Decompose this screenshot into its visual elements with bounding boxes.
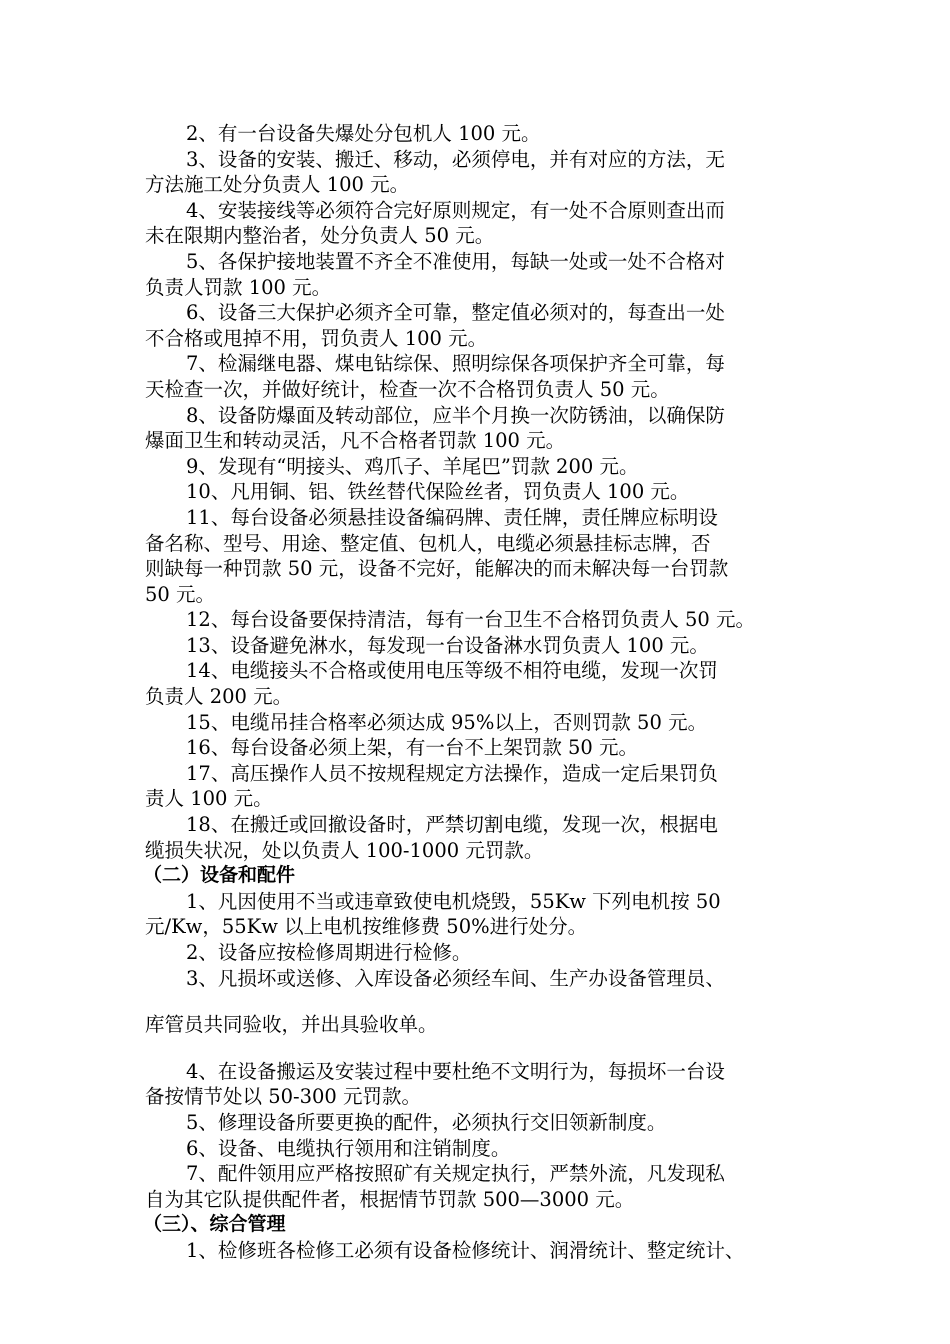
list-item (145, 351, 810, 402)
text-line: 1、凡因使用不当或违章致使电机烧毁，55Kw 下列电机按 50 (186, 889, 721, 913)
section-equipment-parts-continued (145, 1059, 810, 1213)
text-line: 14、电缆接头不合格或使用电压等级不相符电缆，发现一次罚 (186, 659, 718, 683)
list-item (145, 940, 810, 966)
text-line: 3、设备的安装、搬迁、移动，必须停电，并有对应的方法，无 (186, 147, 725, 171)
text-line: 天检查一次，并做好统计，检查一次不合格罚负责人 50 元。 (145, 377, 670, 401)
text-line: 备名称、型号、用途、整定值、包机人，电缆必须悬挂标志牌，否 (145, 531, 711, 555)
text-line: 爆面卫生和转动灵活，凡不合格者罚款 100 元。 (145, 429, 566, 453)
list-item (145, 1161, 810, 1212)
list-item (145, 1136, 810, 1162)
list-item (145, 889, 810, 940)
text-line: 则缺每一种罚款 50 元，设备不完好，能解决的而未解决每一台罚款 (145, 557, 729, 581)
list-item (145, 147, 810, 198)
text-line: 备按情节处以 50-300 元罚款。 (145, 1085, 422, 1109)
text-line: 负责人 200 元。 (145, 685, 293, 709)
text-line: 不合格或甩掉不用，罚负责人 100 元。 (145, 326, 488, 350)
text-line: 3、凡损坏或送修、入库设备必须经车间、生产办设备管理员、 (186, 966, 725, 990)
paragraph-continuation (145, 1012, 810, 1038)
list-item (145, 198, 810, 249)
list-item (145, 1110, 810, 1136)
section-general-management (145, 1238, 810, 1264)
text-line: 方法施工处分负责人 100 元。 (145, 173, 410, 197)
text-line: 2、有一台设备失爆处分包机人 100 元。 (186, 122, 541, 145)
text-line: 15、电缆吊挂合格率必须达成 95%以上，否则罚款 50 元。 (186, 710, 708, 734)
list-item (145, 607, 810, 633)
section-equipment-parts (145, 889, 810, 991)
text-line: 1、检修班各检修工必须有设备检修统计、润滑统计、整定统计、 (186, 1238, 745, 1262)
text-line: 7、配件领用应严格按照矿有关规定执行，严禁外流，凡发现私 (186, 1162, 725, 1186)
text-line: 10、凡用铜、铝、铁丝替代保险丝者，罚负责人 100 元。 (186, 480, 690, 504)
document-body (145, 121, 810, 1264)
list-item (145, 505, 810, 607)
text-line: 50 元。 (145, 582, 216, 606)
text-line: 缆损失状况，处以负责人 100-1000 元罚款。 (145, 838, 544, 862)
text-line: 元/Kw，55Kw 以上电机按维修费 50%进行处分。 (145, 915, 588, 939)
list-item (145, 658, 810, 709)
list-item (145, 710, 810, 736)
list-item (145, 403, 810, 454)
text-line: 库管员共同验收，并出具验收单。 (145, 1013, 438, 1037)
text-line: 2、设备应按检修周期进行检修。 (186, 941, 472, 964)
paragraph-gap (145, 991, 810, 1012)
text-line: 8、设备防爆面及转动部位，应半个月换一次防锈油，以确保防 (186, 403, 725, 427)
text-line: 16、每台设备必须上架，有一台不上架罚款 50 元。 (186, 736, 639, 760)
text-line: 负责人罚款 100 元。 (145, 275, 332, 299)
text-line: 17、高压操作人员不按规程规定方法操作，造成一定后果罚负 (186, 761, 718, 785)
paragraph-gap (145, 1038, 810, 1059)
text-line: 13、设备避免淋水，每发现一台设备淋水罚负责人 100 元。 (186, 633, 709, 657)
text-line: 7、检漏继电器、煤电钻综保、照明综保各项保护齐全可靠，每 (186, 352, 725, 376)
text-line: 6、设备、电缆执行领用和注销制度。 (186, 1136, 511, 1160)
section-heading-equipment-parts: （二）设备和配件 (143, 864, 296, 887)
text-line: 4、在设备搬运及安装过程中要杜绝不文明行为，每损坏一台设 (186, 1059, 725, 1083)
text-line: 5、各保护接地装置不齐全不准使用，每缺一处或一处不合格对 (186, 249, 725, 273)
list-item (145, 300, 810, 351)
list-item (145, 761, 810, 812)
list-item (145, 454, 810, 480)
text-line: 12、每台设备要保持清洁，每有一台卫生不合格罚负责人 50 元。 (186, 608, 756, 632)
list-item (145, 479, 810, 505)
text-line: 未在限期内整治者，处分负责人 50 元。 (145, 224, 495, 248)
list-item (145, 121, 810, 147)
list-item (145, 1238, 810, 1264)
list-item (145, 735, 810, 761)
text-line: 11、每台设备必须悬挂设备编码牌、责任牌，责任牌应标明设 (186, 505, 718, 529)
text-line: 5、修理设备所要更换的配件，必须执行交旧领新制度。 (186, 1110, 667, 1134)
text-line: 9、发现有“明接头、鸡爪子、羊尾巴”罚款 200 元。 (186, 454, 639, 478)
text-line: 18、在搬迁或回撤设备时，严禁切割电缆，发现一次，根据电 (186, 813, 718, 837)
section-heading-general-management: （三）、综合管理 (143, 1213, 286, 1236)
list-item (145, 249, 810, 300)
list-item (145, 966, 810, 992)
list-item (145, 812, 810, 863)
list-item (145, 1059, 810, 1110)
text-line: 4、安装接线等必须符合完好原则规定，有一处不合原则查出而 (186, 198, 725, 222)
text-line: 6、设备三大保护必须齐全可靠，整定值必须对的，每查出一处 (186, 301, 725, 325)
text-line: 自为其它队提供配件者，根据情节罚款 500—3000 元。 (145, 1187, 635, 1211)
section-equipment-rules (145, 121, 810, 863)
text-line: 责人 100 元。 (145, 787, 273, 811)
list-item (145, 633, 810, 659)
